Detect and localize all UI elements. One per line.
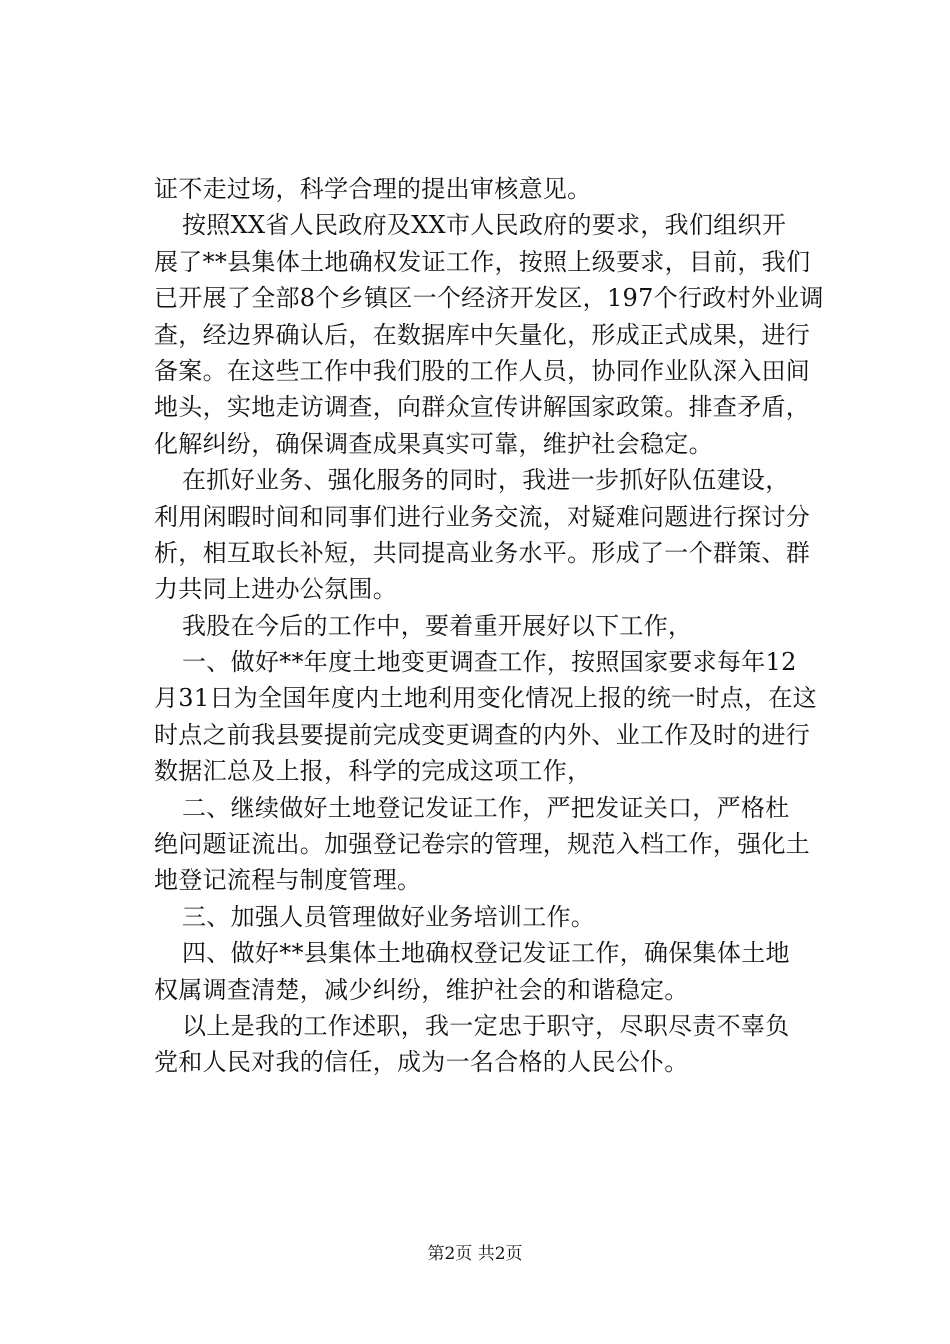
text-line: 数据汇总及上报，科学的完成这项工作， bbox=[154, 757, 592, 786]
text-line: 备案。在这些工作中我们股的工作人员，协同作业队深入田间 bbox=[154, 356, 811, 385]
text-line: 月31日为全国年度内土地利用变化情况上报的统一时点，在这 bbox=[154, 684, 817, 713]
page-footer: 第2页 共2页 bbox=[427, 1244, 523, 1264]
text-line: 三、加强人员管理做好业务培训工作。 bbox=[182, 902, 596, 931]
text-line: 一、做好**年度土地变更调查工作，按照国家要求每年12 bbox=[182, 648, 797, 677]
text-line: 地登记流程与制度管理。 bbox=[154, 866, 422, 895]
text-line: 二、继续做好土地登记发证工作，严把发证关口，严格杜 bbox=[182, 793, 790, 822]
text-line: 我股在今后的工作中，要着重开展好以下工作， bbox=[182, 611, 693, 640]
text-line: 时点之前我县要提前完成变更调查的内外、业工作及时的进行 bbox=[154, 720, 811, 749]
text-line: 地头，实地走访调查，向群众宣传讲解国家政策。排查矛盾， bbox=[154, 393, 811, 422]
text-line: 以上是我的工作述职，我一定忠于职守，尽职尽责不辜负 bbox=[182, 1011, 790, 1040]
text-line: 利用闲暇时间和同事们进行业务交流，对疑难问题进行探讨分 bbox=[154, 502, 811, 531]
text-line: 化解纠纷，确保调查成果真实可靠，维护社会稳定。 bbox=[154, 429, 713, 458]
text-line: 展了**县集体土地确权发证工作，按照上级要求，目前，我们 bbox=[154, 247, 811, 276]
text-line: 在抓好业务、强化服务的同时，我进一步抓好队伍建设， bbox=[182, 466, 790, 495]
document-body bbox=[154, 171, 829, 1081]
text-line: 四、做好**县集体土地确权登记发证工作，确保集体土地 bbox=[182, 939, 790, 968]
text-line: 按照XX省人民政府及XX市人民政府的要求，我们组织开 bbox=[182, 211, 787, 240]
text-line: 党和人民对我的信任，成为一名合格的人民公仆。 bbox=[154, 1048, 689, 1077]
text-line: 绝问题证流出。加强登记卷宗的管理，规范入档工作，强化土 bbox=[154, 830, 811, 859]
text-line: 证不走过场，科学合理的提出审核意见。 bbox=[154, 175, 592, 203]
text-line: 析，相互取长补短，共同提高业务水平。形成了一个群策、群 bbox=[154, 538, 811, 567]
text-line: 查，经边界确认后，在数据库中矢量化，形成正式成果，进行 bbox=[154, 320, 811, 349]
text-line: 力共同上进办公氛围。 bbox=[154, 575, 397, 604]
text-line: 已开展了全部8个乡镇区一个经济开发区，197个行政村外业调 bbox=[154, 284, 824, 313]
text-line: 权属调查清楚，减少纠纷，维护社会的和谐稳定。 bbox=[154, 975, 689, 1004]
